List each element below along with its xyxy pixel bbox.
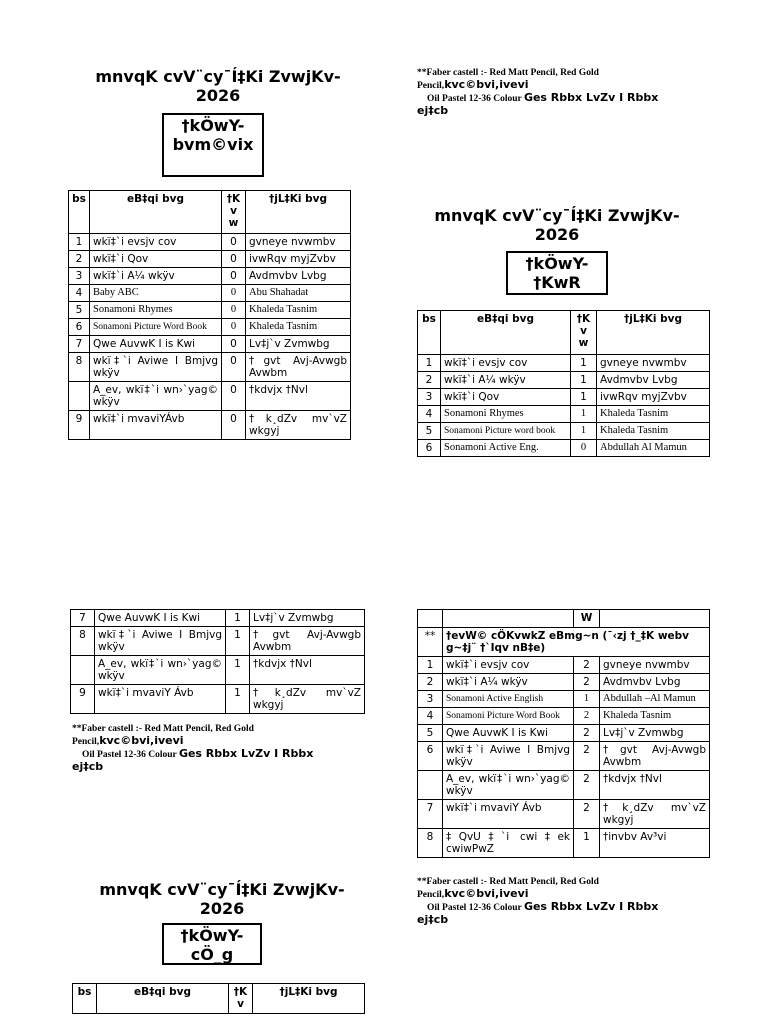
col-author: †jL‡Ki bvg [246, 191, 351, 234]
row-author: †k¸dZv mv`vZ wkgyj [600, 800, 710, 829]
col-class: †K v [229, 984, 253, 1014]
row-sl: 4 [418, 708, 443, 725]
book-table-kg-continued [70, 609, 365, 714]
row-sl: 6 [418, 440, 441, 457]
row-sl: 8 [71, 627, 95, 656]
row-sl: 5 [418, 725, 443, 742]
row-book: wkï‡`i evsjv cov [443, 657, 574, 674]
row-book: wkï‡`i A¼ wkÿv [443, 674, 574, 691]
row-author: Abu Shahadat [246, 285, 351, 302]
row-sl: 7 [69, 336, 90, 353]
row-sl [69, 382, 90, 411]
row-sl: 9 [71, 685, 95, 714]
row-class: 2 [574, 657, 600, 674]
row-class: 0 [222, 382, 246, 411]
row-author: Lv‡j`v Zvmwbg [600, 725, 710, 742]
row-sl: 4 [69, 285, 90, 302]
table-row [71, 656, 365, 685]
row-book: Sonamoni Active Eng. [441, 440, 571, 457]
note-line2b: kvc©bvi,ivevi [444, 887, 529, 900]
row-sl: 5 [418, 423, 441, 440]
row-class: 1 [571, 372, 597, 389]
title-line1: mnvqK cvV¨cy¯Í‡Ki ZvwjKv- [95, 67, 341, 86]
row-class: 2 [574, 771, 600, 800]
row-sl: 6 [418, 742, 443, 771]
row-author: Khaleda Tasnim [597, 406, 710, 423]
col-w: W [574, 610, 600, 628]
row-book: wkï‡`i Aviwe I Bmjvg wkÿv [90, 353, 222, 382]
note-line4: ej‡cb [417, 104, 449, 117]
col-sl: bs [69, 191, 90, 234]
table-row [69, 336, 351, 353]
note-star: ** [418, 628, 443, 657]
note-line2b: kvc©bvi,ivevi [444, 78, 529, 91]
row-author: †kdvjx †Nvl [250, 656, 365, 685]
row-author: Lv‡j`v Zvmwbg [250, 610, 365, 627]
row-author: gvneye nvwmbv [597, 355, 710, 372]
row-book: Sonamoni Picture Word Book [90, 319, 222, 336]
table-row [69, 251, 351, 268]
row-book: wkï‡`i A¼ wkÿv [441, 372, 571, 389]
row-book: wkï‡`i Aviwe I Bmjvg wkÿv [443, 742, 574, 771]
row-class: 2 [574, 674, 600, 691]
board-note: †evW© cÖKvwkZ eBmg~n (¯‹zj †_‡K webv g~‡j¨ †`Iqv nB‡e) [443, 628, 710, 657]
row-sl [71, 656, 95, 685]
table-row [418, 829, 710, 858]
table-row [69, 353, 351, 382]
col-author: †jL‡Ki bvg [253, 984, 365, 1014]
col-book: eB‡qi bvg [97, 984, 229, 1014]
note-line3b: Ges Rbbx LvZv I Rbbx [523, 91, 659, 104]
note-line3a: Oil Pastel 12-36 Colour [427, 94, 524, 104]
row-book: ‡QvU‡`i cwi‡ek cwiwPwZ [443, 829, 574, 858]
table-row [418, 440, 710, 457]
row-class: 2 [574, 708, 600, 725]
row-author: gvneye nvwmbv [246, 234, 351, 251]
row-sl: 3 [418, 691, 443, 708]
row-author: Avdmvbv Lvbg [246, 268, 351, 285]
row-author: Khaleda Tasnim [246, 302, 351, 319]
row-sl: 8 [418, 829, 443, 858]
row-book: wkï‡`i mvaviY Ávb [443, 800, 574, 829]
table-row [418, 355, 710, 372]
col-book: eB‡qi bvg [441, 311, 571, 355]
row-author: †gvt Avj-Avwgb Avwbm [250, 627, 365, 656]
row-author: †invbv Av³vi [600, 829, 710, 858]
table-row [69, 319, 351, 336]
row-class: 0 [222, 319, 246, 336]
row-book: A_ev, wkï‡`i wn›`yag© wkÿv [90, 382, 222, 411]
row-class: 0 [222, 268, 246, 285]
row-author: Khaleda Tasnim [600, 708, 710, 725]
note-line1: **Faber castell :- Red Matt Pencil, Red Gold [417, 68, 599, 78]
row-class: 0 [222, 302, 246, 319]
row-sl: 7 [71, 610, 95, 627]
supplies-note-top [417, 67, 687, 116]
col-class: †K v w [222, 191, 246, 234]
row-book: wkï‡`i mvaviYÁvb [90, 411, 222, 440]
row-sl: 4 [418, 406, 441, 423]
note-line2a: Pencil, [417, 81, 445, 91]
row-author: Lv‡j`v Zvmwbg [246, 336, 351, 353]
row-book: Qwe AuvwK I is Kwi [95, 610, 226, 627]
row-sl: 1 [69, 234, 90, 251]
row-class: 1 [226, 656, 250, 685]
table-row [418, 771, 710, 800]
row-class: 0 [222, 251, 246, 268]
table-row [418, 406, 710, 423]
row-sl: 9 [69, 411, 90, 440]
row-sl: 3 [69, 268, 90, 285]
row-class: 1 [571, 406, 597, 423]
col-class: †K v w [571, 311, 597, 355]
row-book: Sonamoni Picture Word Book [443, 708, 574, 725]
row-sl: 6 [69, 319, 90, 336]
table-row [418, 691, 710, 708]
table-row [418, 372, 710, 389]
row-book: Qwe AuvwK I is Kwi [443, 725, 574, 742]
class-box-kg: †kÖwY-†KwR [506, 251, 608, 295]
row-class: 1 [571, 389, 597, 406]
note-line3b: Ges Rbbx LvZv I Rbbx [523, 900, 659, 913]
row-class: 0 [222, 336, 246, 353]
row-class: 1 [571, 423, 597, 440]
row-author: ivwRqv myjZvbv [597, 389, 710, 406]
page-title-kg [417, 206, 697, 244]
note-line2a: Pencil, [417, 890, 445, 900]
title-line2: 2026 [195, 86, 241, 105]
row-sl [418, 771, 443, 800]
table-row [71, 610, 365, 627]
class-box-one: †kÖwY-cÖ_g [162, 923, 262, 965]
row-sl: 1 [418, 657, 443, 674]
row-sl: 5 [69, 302, 90, 319]
row-class: 1 [226, 627, 250, 656]
row-class: 0 [222, 234, 246, 251]
row-sl: 2 [418, 372, 441, 389]
row-author: †k¸dZv mv`vZ wkgyj [250, 685, 365, 714]
table-row [69, 234, 351, 251]
note-line3a: Oil Pastel 12-36 Colour [82, 750, 179, 760]
col-sl: bs [418, 311, 441, 355]
row-author: †gvt Avj-Avwgb Avwbm [246, 353, 351, 382]
row-class: 2 [574, 800, 600, 829]
table-row [418, 800, 710, 829]
title-line2: 2026 [534, 225, 580, 244]
row-author: †kdvjx †Nvl [600, 771, 710, 800]
table-row [418, 389, 710, 406]
row-author: gvneye nvwmbv [600, 657, 710, 674]
row-sl: 2 [69, 251, 90, 268]
title-line1: mnvqK cvV¨cy¯Í‡Ki ZvwjKv- [434, 206, 680, 225]
table-row [71, 627, 365, 656]
table-row [418, 742, 710, 771]
row-book: Sonamoni Active English [443, 691, 574, 708]
book-table-kg [417, 310, 710, 457]
row-class: 2 [574, 725, 600, 742]
book-table-one-header [72, 983, 365, 1014]
table-row [71, 685, 365, 714]
row-author: ivwRqv myjZvbv [246, 251, 351, 268]
table-row [69, 285, 351, 302]
supplies-note-left [72, 723, 362, 772]
table-row [69, 268, 351, 285]
page-title-one [82, 880, 362, 918]
table-row [69, 302, 351, 319]
row-book: wkï‡`i Aviwe I Bmjvg wkÿv [95, 627, 226, 656]
book-table-one [417, 609, 710, 858]
row-class: 2 [574, 742, 600, 771]
row-class: 0 [222, 353, 246, 382]
row-sl: 2 [418, 674, 443, 691]
row-author: Avdmvbv Lvbg [597, 372, 710, 389]
row-book: A_ev, wkï‡`i wn›`yag© wkÿv [95, 656, 226, 685]
page-title-play [78, 67, 358, 105]
class-box-play: †kÖwY-bvm©vix [162, 113, 264, 177]
row-author: Abdullah –Al Mamun [600, 691, 710, 708]
row-book: wkï‡`i evsjv cov [441, 355, 571, 372]
note-line2a: Pencil, [72, 737, 100, 747]
row-class: 1 [571, 355, 597, 372]
row-author: Khaleda Tasnim [597, 423, 710, 440]
row-class: 1 [226, 685, 250, 714]
title-line2: 2026 [199, 899, 245, 918]
row-book: Sonamoni Rhymes [90, 302, 222, 319]
col-author: †jL‡Ki bvg [597, 311, 710, 355]
row-class: 0 [222, 285, 246, 302]
table-row [418, 725, 710, 742]
row-author: Khaleda Tasnim [246, 319, 351, 336]
row-author: †k¸dZv mv`vZ wkgyj [246, 411, 351, 440]
note-line1: **Faber castell :- Red Matt Pencil, Red Gold [417, 877, 599, 887]
table-row [69, 382, 351, 411]
note-line4: ej‡cb [72, 760, 104, 773]
table-row [418, 674, 710, 691]
note-line4: ej‡cb [417, 913, 449, 926]
row-class: 1 [574, 691, 600, 708]
note-line3a: Oil Pastel 12-36 Colour [427, 903, 524, 913]
table-row [418, 657, 710, 674]
row-sl: 1 [418, 355, 441, 372]
row-book: A_ev, wkï‡`i wn›`yag© wkÿv [443, 771, 574, 800]
book-table-play [68, 190, 351, 440]
supplies-note-right [417, 876, 707, 925]
row-book: Sonamoni Picture word book [441, 423, 571, 440]
row-sl: 7 [418, 800, 443, 829]
row-book: wkï‡`i Qov [90, 251, 222, 268]
row-sl: 3 [418, 389, 441, 406]
row-class: 1 [574, 829, 600, 858]
row-book: wkï‡`i A¼ wkÿv [90, 268, 222, 285]
row-book: Qwe AuvwK I is Kwi [90, 336, 222, 353]
note-line1: **Faber castell :- Red Matt Pencil, Red Gold [72, 724, 254, 734]
title-line1: mnvqK cvV¨cy¯Í‡Ki ZvwjKv- [99, 880, 345, 899]
row-book: wkï‡`i mvaviY Ávb [95, 685, 226, 714]
row-book: Baby ABC [90, 285, 222, 302]
row-author: †kdvjx †Nvl [246, 382, 351, 411]
row-sl: 8 [69, 353, 90, 382]
row-author: †gvt Avj-Avwgb Avwbm [600, 742, 710, 771]
note-line3b: Ges Rbbx LvZv I Rbbx [178, 747, 314, 760]
table-row [418, 708, 710, 725]
table-row [69, 411, 351, 440]
row-author: Avdmvbv Lvbg [600, 674, 710, 691]
col-sl: bs [73, 984, 97, 1014]
row-author: Abdullah Al Mamun [597, 440, 710, 457]
table-row [418, 423, 710, 440]
note-line2b: kvc©bvi,ivevi [99, 734, 184, 747]
row-book: Sonamoni Rhymes [441, 406, 571, 423]
row-book: wkï‡`i evsjv cov [90, 234, 222, 251]
row-class: 0 [222, 411, 246, 440]
row-book: wkï‡`i Qov [441, 389, 571, 406]
row-class: 0 [571, 440, 597, 457]
col-book: eB‡qi bvg [90, 191, 222, 234]
row-class: 1 [226, 610, 250, 627]
